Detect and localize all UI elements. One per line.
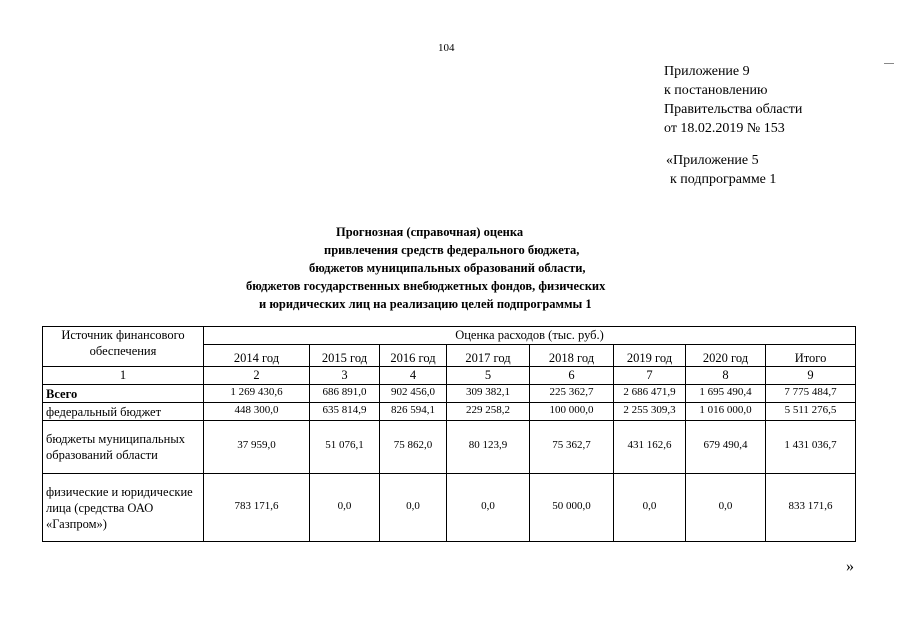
cell-value: 0,0 [614,474,686,542]
year-header: 2016 год [380,345,447,367]
row-source: Всего [43,385,204,403]
sub-appendix-line: к подпрограмме 1 [670,172,777,187]
index-row [43,367,856,385]
cell-value: 635 814,9 [310,403,380,421]
year-header: 2017 год [447,345,530,367]
cell-value: 80 123,9 [447,421,530,474]
year-header: 2018 год [530,345,614,367]
row-source: физические и юридические лица (средства ОАО «Газпром») [43,474,204,542]
cell-value: 686 891,0 [310,385,380,403]
cell-value: 833 171,6 [766,474,856,542]
appendix-line: Приложение 9 [664,64,750,79]
cell-value: 1 269 430,6 [204,385,310,403]
appendix-block [664,62,802,138]
year-header: 2014 год [204,345,310,367]
sub-appendix-block [666,151,776,189]
row-source: бюджеты муниципальных образований области [43,421,204,474]
table-row-federal [43,403,856,421]
document-title-line: привлечения средств федерального бюджета, [324,243,580,257]
appendix-line: Правительства области [664,102,803,117]
table-row-municipal [43,421,856,474]
cell-value: 50 000,0 [530,474,614,542]
sub-appendix-line: «Приложение 5 [666,153,759,168]
table-row-individuals [43,474,856,542]
column-index: 7 [614,367,686,385]
cell-value: 5 511 276,5 [766,403,856,421]
total-header: Итого [766,345,856,367]
column-index: 2 [204,367,310,385]
source-header: Источник финансового обеспечения [43,327,204,367]
cell-value: 51 076,1 [310,421,380,474]
column-index: 6 [530,367,614,385]
year-header: 2015 год [310,345,380,367]
cell-value: 229 258,2 [447,403,530,421]
cell-value: 0,0 [310,474,380,542]
column-index: 5 [447,367,530,385]
document-title-line: Прогнозная (справочная) оценка [336,225,524,239]
document-title-line: бюджетов государственных внебюджетных фондов, физических [246,279,606,293]
cell-value: 0,0 [686,474,766,542]
table-header-row [43,327,856,345]
cell-value: 309 382,1 [447,385,530,403]
column-index: 3 [310,367,380,385]
financing-table [42,326,856,542]
cell-value: 100 000,0 [530,403,614,421]
column-index: 4 [380,367,447,385]
cell-value: 0,0 [380,474,447,542]
cell-value: 431 162,6 [614,421,686,474]
cell-value: 1 695 490,4 [686,385,766,403]
cell-value: 2 686 471,9 [614,385,686,403]
table-row-total [43,385,856,403]
edge-mark [884,63,894,64]
column-index: 9 [766,367,856,385]
cell-value: 1 016 000,0 [686,403,766,421]
estimate-header: Оценка расходов (тыс. руб.) [204,327,856,345]
cell-value: 225 362,7 [530,385,614,403]
cell-value: 75 862,0 [380,421,447,474]
cell-value: 902 456,0 [380,385,447,403]
column-index: 1 [43,367,204,385]
cell-value: 0,0 [447,474,530,542]
cell-value: 7 775 484,7 [766,385,856,403]
document-title-line: и юридических лиц на реализацию целей подпрограммы 1 [259,297,592,311]
cell-value: 679 490,4 [686,421,766,474]
column-index: 8 [686,367,766,385]
cell-value: 37 959,0 [204,421,310,474]
year-header: 2020 год [686,345,766,367]
appendix-line: к постановлению [664,83,768,98]
closing-quote: » [846,558,854,575]
year-header: 2019 год [614,345,686,367]
cell-value: 1 431 036,7 [766,421,856,474]
cell-value: 826 594,1 [380,403,447,421]
page-number: 104 [438,42,455,54]
cell-value: 448 300,0 [204,403,310,421]
cell-value: 2 255 309,3 [614,403,686,421]
appendix-line: от 18.02.2019 № 153 [664,121,785,136]
cell-value: 783 171,6 [204,474,310,542]
row-source: федеральный бюджет [43,403,204,421]
document-title-line: бюджетов муниципальных образований области, [309,261,586,275]
cell-value: 75 362,7 [530,421,614,474]
